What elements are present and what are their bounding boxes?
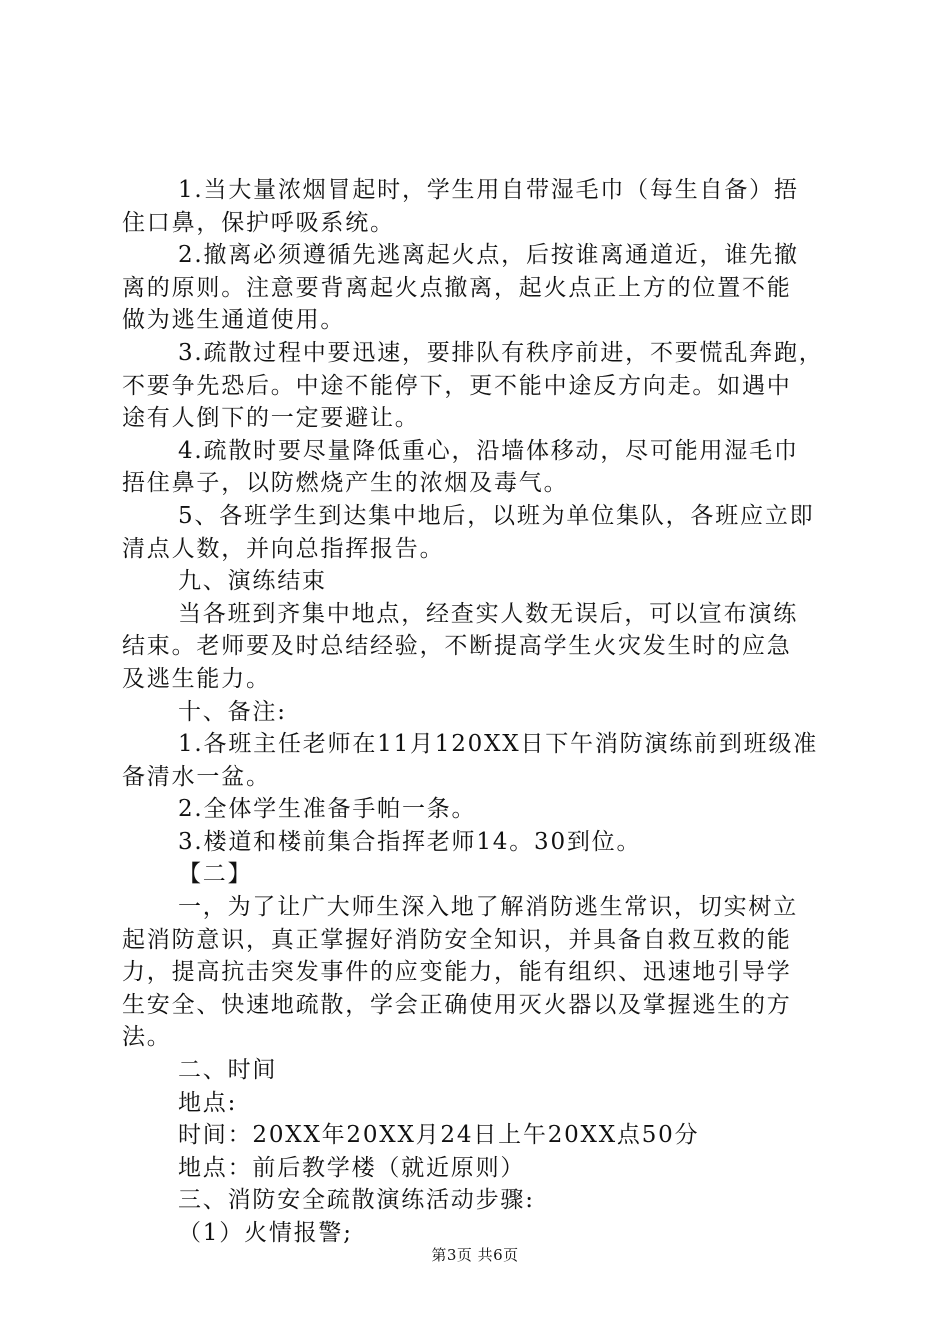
paragraph-line: 捂住鼻子，以防燃烧产生的浓烟及毒气。: [122, 470, 569, 497]
page-footer: 第3页 共6页: [431, 1246, 519, 1264]
paragraph-line: 地点：前后教学楼（就近原则）: [178, 1154, 526, 1181]
paragraph-line: 十、备注:: [178, 698, 287, 725]
paragraph-line: 1.各班主任老师在11月120XX日下午消防演练前到班级准: [178, 731, 819, 758]
paragraph-line: 途有人倒下的一定要避让。: [122, 405, 420, 432]
paragraph-line: 地点:: [178, 1089, 238, 1116]
paragraph-line: 离的原则。注意要背离起火点撤离，起火点正上方的位置不能: [122, 274, 792, 301]
paragraph-line: 三、消防安全疏散演练活动步骤:: [178, 1187, 535, 1214]
paragraph-line: （1）火情报警;: [178, 1220, 353, 1246]
paragraph-line: 3.疏散过程中要迅速，要排队有秩序前进，不要慌乱奔跑，: [178, 339, 824, 366]
paragraph-line: 备清水一盆。: [122, 763, 271, 790]
paragraph-line: 不要争先恐后。中途不能停下，更不能中途反方向走。如遇中: [122, 372, 792, 399]
paragraph-line: 1.当大量浓烟冒起时，学生用自带湿毛巾（每生自备）捂: [178, 177, 799, 203]
paragraph-line: 结束。老师要及时总结经验，不断提高学生火灾发生时的应急: [122, 633, 792, 660]
paragraph-line: 及逃生能力。: [122, 665, 271, 692]
paragraph-line: 5、各班学生到达集中地后，以班为单位集队，各班应立即: [178, 502, 815, 529]
paragraph-line: 二、时间: [178, 1057, 278, 1084]
paragraph-line: 九、演练结束: [178, 568, 327, 595]
paragraph-line: 时间：20XX年20XX月24日上午20XX点50分: [178, 1122, 700, 1149]
paragraph-line: 力，提高抗击突发事件的应变能力，能有组织、迅速地引导学: [122, 959, 792, 986]
paragraph-line: 当各班到齐集中地点，经查实人数无误后，可以宣布演练: [178, 600, 798, 627]
paragraph-line: 2.全体学生准备手帕一条。: [178, 796, 477, 823]
paragraph-line: 2.撤离必须遵循先逃离起火点，后按谁离通道近，谁先撤: [178, 242, 799, 269]
paragraph-line: 【二】: [178, 861, 253, 888]
paragraph-line: 起消防意识，真正掌握好消防安全知识，并具备自救互救的能: [122, 926, 792, 953]
paragraph-line: 做为逃生通道使用。: [122, 307, 346, 334]
paragraph-line: 生安全、快速地疏散，学会正确使用灭火器以及掌握逃生的方: [122, 991, 792, 1018]
document-body: [122, 174, 832, 1250]
paragraph-line: 法。: [122, 1024, 172, 1051]
paragraph-line: 一，为了让广大师生深入地了解消防逃生常识，切实树立: [178, 894, 798, 921]
paragraph-line: 住口鼻，保护呼吸系统。: [122, 209, 395, 236]
paragraph-line: 清点人数，并向总指挥报告。: [122, 535, 445, 562]
paragraph-line: 4.疏散时要尽量降低重心，沿墙体移动，尽可能用湿毛巾: [178, 437, 799, 464]
paragraph-line: 3.楼道和楼前集合指挥老师14。30到位。: [178, 828, 642, 855]
